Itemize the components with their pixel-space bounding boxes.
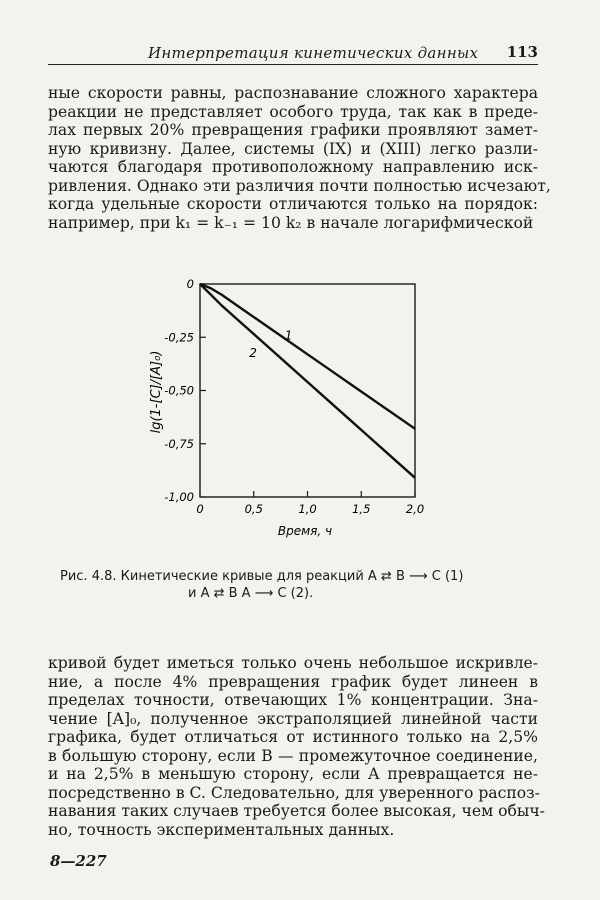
curve-1 (200, 284, 415, 429)
text-line: например, при k₁ = k₋₁ = 10 k₂ в начале логарифмической (48, 213, 534, 232)
text-line: и на 2,5% в меньшую сторону, если A превращается не- (48, 765, 538, 783)
text-line: посредственно в C. Следовательно, для уверенного распоз- (48, 783, 540, 802)
caption-line-2: и A ⇄ B A ⟶ C (2). (188, 586, 314, 601)
text-line: чение [A]₀, полученное экстраполяцией линейной части (48, 709, 538, 728)
y-tick-label: -0,50 (164, 383, 194, 398)
page-header (48, 40, 538, 65)
curve-label-1: 1 (284, 328, 293, 343)
curve-label-2: 2 (249, 345, 257, 360)
y-tick-label: 0 (186, 277, 194, 291)
x-tick-label: 0 (196, 502, 204, 516)
x-tick-label: 1,5 (352, 502, 371, 516)
x-tick-label: 2,0 (405, 502, 425, 516)
x-axis-label: Время, ч (277, 524, 333, 538)
paragraph-bottom (48, 654, 545, 839)
text-line: в большую сторону, если B — промежуточное соединение, (48, 746, 538, 765)
x-tick-label: 0,5 (244, 502, 263, 516)
x-tick-label: 1,0 (298, 502, 317, 516)
y-tick-label: -0,75 (164, 436, 194, 451)
curve-2 (200, 284, 415, 478)
signature-mark: 8—227 (50, 852, 107, 870)
page-number: 113 (506, 43, 538, 61)
text-line: когда удельные скорости отличаются только на порядок: (48, 195, 538, 213)
text-line: ную кривизну. Далее, системы (IX) и (XIII) легко разли- (48, 139, 538, 158)
text-line: ные скорости равны, распознавание сложного характера (48, 84, 538, 102)
text-line: лах первых 20% превращения графики проявляют замет- (48, 121, 538, 139)
text-line: чаются благодаря противоположному направлению иск- (48, 158, 538, 176)
y-tick-label: -0,25 (164, 330, 194, 345)
caption-line-1: Рис. 4.8. Кинетические кривые для реакций A ⇄ B ⟶ C (1) (60, 569, 464, 584)
text-line: графика, будет отличаться от истинного только на 2,5% (48, 728, 538, 746)
y-axis-label: lg(1-[C]/[A]₀) (149, 350, 164, 434)
figure-caption (60, 568, 540, 602)
text-line: пределах точности, отвечающих 1% концентрации. Зна- (48, 691, 538, 709)
text-line: ние, а после 4% превращения график будет линеен в (48, 672, 538, 691)
text-line: ривления. Однако эти различия почти полностью исчезают, (48, 176, 551, 195)
text-line: реакции не представляет особого труда, так как в преде- (48, 102, 538, 121)
text-line: навания таких случаев требуется более высокая, чем обыч- (48, 802, 545, 820)
y-tick-label: -1,00 (164, 490, 194, 504)
paragraph-top (48, 84, 551, 232)
text-line: но, точность экспериментальных данных. (48, 820, 395, 839)
kinetic-chart (130, 268, 450, 548)
running-title: Интерпретация кинетических данных (148, 44, 479, 62)
text-line: кривой будет иметься только очень небольшое искривле- (48, 654, 538, 672)
